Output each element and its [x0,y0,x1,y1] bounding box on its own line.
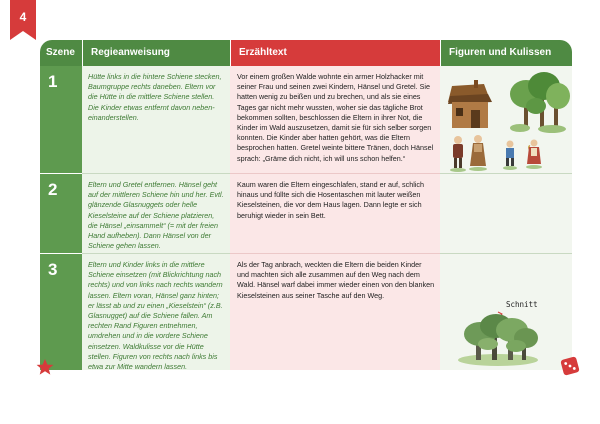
table-row [40,254,572,370]
forest-icon [458,314,538,366]
narration-text: Kaum waren die Eltern eingeschlafen, stand er auf, schlich hinaus und füllte sich die Hosentaschen mit lauter weißen Kieselsteinen, die vor dem Haus lagen. Dann legte er sich beruhigt wieder in sein Bett. [230,174,440,254]
star-icon [36,358,54,376]
narration-text: Als der Tag anbrach, weckten die Eltern die beiden Kinder und machten sich alle zusammen auf den Weg nach dem Wald. Hänsel warf dabei immer wieder einen von den blanken Kieselsteinen aus seiner Tasche auf den Weg. [230,254,440,370]
scene-number: 1 [40,66,82,174]
stage-direction: Eltern und Kinder links in die mittlere Schiene einsetzen (mit Blickrichtung nach rechts) und von links nach rechts wandern lassen. Eltern voran, Hänsel ganz hinten; er lässt ab und zu einen „Kieselstein“ (z.B. Glasnugget) auf die Schiene fallen. Am rechten Rand Figuren entnehmen, umdrehen und in die vordere Schiene einsetzen. Waldkulisse vor die Hütte stellen. Figuren von rechts nach links bis etwa zur Mitte wandern lassen. [82,254,230,370]
table-row [40,66,572,174]
father-figure-icon [450,136,466,172]
figures-cell [440,66,572,174]
scene-number: 3 [40,254,82,370]
forest-illustration [440,254,572,370]
cut-label: Schnitt [506,300,538,309]
header-szene: Szene [40,40,82,66]
hut-icon [448,80,492,128]
gretel-figure-icon [526,140,542,170]
figures-cell [440,174,572,254]
stage-direction: Hütte links in die hintere Schiene stecken, Baumgruppe rechts daneben. Eltern vor die Hütte in die mittlere Schiene stellen. Die Kinder etwas entfernt davon nebeneinanderstellen. [82,66,230,174]
scene-number: 2 [40,174,82,254]
figures-cell [440,254,572,370]
stage-direction: Eltern und Gretel entfernen. Hänsel geht auf der mittleren Schiene hin und her. Evtl. glänzende Glasnuggets oder helle Kieselsteine auf der Schiene platzieren, die Hänsel „einsammelt“ (= mit der freien Hand aufheben). Dann Hänsel von der Schiene gehen lassen. [82,174,230,254]
narration-text: Vor einem großen Walde wohnte ein armer Holzhacker mit seiner Frau und seinen zwei Kindern, Hänsel und Gretel. Sie hatten wenig zu beißen und zu brechen, und als sie eines Tages gar nicht mehr wussten, woher sie das tägliche Brot bekommen sollten, beschlossen die Eltern in ihrer Not, die Kinder im Wald auszusetzen, damit sie für sich selber sorgen konnten. Die Kinder aber hatten gehört, was die Eltern besprochen hatten. Gretel weinte bittere Tränen, doch Hänsel sprach: „Gräme dich nicht, ich will uns schon helfen.“ [230,66,440,174]
hut-and-family-illustration [440,66,572,174]
header-regieanweisung: Regieanweisung [82,40,230,66]
mother-figure-icon [469,135,487,171]
table-row [40,174,572,254]
tree-group-icon [510,72,570,133]
scene-table [40,40,572,370]
dice-icon [560,356,580,376]
header-figuren-kulissen: Figuren und Kulissen [440,40,572,66]
header-erzaehltext: Erzähltext [230,40,440,66]
haensel-figure-icon [503,141,517,171]
page-number: 4 [19,10,27,24]
page-number-badge [10,0,36,40]
